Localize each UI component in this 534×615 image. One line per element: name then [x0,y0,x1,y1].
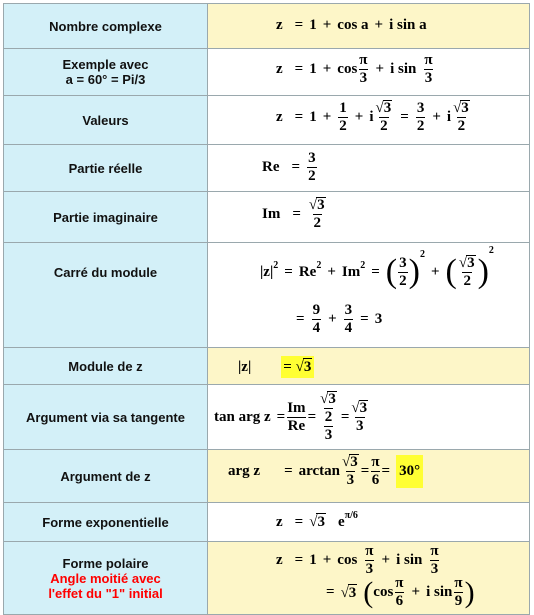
equals-sign: = [294,108,304,125]
plus-sign: + [322,108,332,125]
fraction: √ 3 2 [453,100,469,134]
plus-sign: + [327,263,336,280]
label-line: Exemple avec [62,57,149,72]
term: cos [337,61,358,77]
equals-sign: = [360,311,369,327]
row-label: Argument de z [4,450,208,503]
row-value [208,542,530,615]
equals-sign: = [294,17,304,33]
equals-sign: = [284,263,293,280]
row-carre-module [4,243,530,348]
plus-sign: + [322,17,332,33]
term: i [446,108,452,125]
term: Im [262,205,281,222]
var-z: z [276,552,283,568]
equals-sign: = [284,462,293,479]
row-label: Carré du module [4,243,208,348]
plus-sign: + [375,61,385,77]
equals-sign: = [294,61,304,77]
highlight-argument: 30° [396,455,423,488]
row-value [208,4,530,49]
term: 1 [309,108,317,125]
fraction: $\frac{\pi}{6}$ [371,453,380,488]
fraction: √ 3 2 3 [320,391,336,443]
paren: ) [464,575,475,609]
row-value [208,450,530,503]
equals-sign: = [291,159,301,175]
term: i sin [396,552,423,568]
row-value [208,145,530,192]
term: i sin a [389,17,427,33]
plus-sign: + [322,61,332,77]
term: Im [341,263,361,280]
row-value [208,96,530,145]
fraction: √ 3 3 [342,454,358,488]
var-z: z [276,108,283,125]
term: arctan [298,462,341,479]
equals-sign: = [326,584,335,600]
term: i [369,108,374,125]
equals-sign: = [371,263,380,280]
fraction: $\frac{\pi}{3}$ [359,52,368,86]
equals-sign: = [294,513,304,530]
sqrt: √ 3 [340,584,357,601]
row-label [4,49,208,96]
row-label: Forme exponentielle [4,503,208,542]
equals-sign: = [296,311,305,327]
paren: ) [408,253,420,290]
term: tan arg z [214,408,271,425]
fraction: $\frac{\pi}{9}$ [454,575,463,609]
row-value [208,192,530,243]
term: Re [262,159,280,175]
plus-sign: + [430,263,440,280]
row-value [208,385,530,450]
exponent: 2 [360,259,366,271]
fraction: √ 3 2 [308,197,325,231]
sqrt: √ 3 [309,514,325,530]
term: 1 [309,17,317,33]
row-label: Module de z [4,348,208,385]
term: 3 [374,311,383,327]
fraction: $\frac{1}{2}$ [339,99,347,134]
term: cos a [337,17,369,33]
paren: ( [363,575,374,609]
fraction: $\frac{3}{2}$ [399,254,407,289]
equals-sign: = [360,462,370,479]
exponent: 2 [488,244,494,256]
row-argument-tangente [4,385,530,450]
fraction: $\frac{\pi}{6}$ [395,575,404,609]
fraction: $\frac{\pi}{3}$ [424,52,433,86]
fraction: √ 3 3 [351,400,368,434]
plus-sign: + [411,584,421,600]
fraction: $\frac{3}{4}$ [344,302,353,336]
fraction: √ 3 2 [458,255,475,289]
row-exemple [4,49,530,96]
row-value [208,243,530,348]
fraction: $\frac{3}{2}$ [416,99,425,134]
fraction: $\frac{\pi}{3}$ [365,543,374,577]
equals-sign: = [340,408,350,425]
row-module [4,348,530,385]
paren: ) [477,253,489,290]
var-z: z [276,513,283,530]
term: Re [298,263,317,280]
label-line: Forme polaire [62,555,149,571]
row-argument [4,450,530,503]
term: i sin [426,584,453,600]
term: |z| [260,263,274,280]
label-line: a = 60° = Pi/3 [65,72,146,87]
equals-sign: = [276,408,286,425]
row-partie-imaginaire [4,192,530,243]
formula-table [3,3,530,615]
row-value [208,49,530,96]
row-forme-polaire [4,542,530,615]
exponent: 2 [273,259,279,271]
note-line: l'effet du "1" initial [48,585,163,601]
plus-sign: + [381,552,391,568]
term: 1 [309,552,317,568]
fraction: $\frac{9}{4}$ [312,302,321,336]
row-label: Valeurs [4,96,208,145]
row-value [208,503,530,542]
plus-sign: + [354,108,364,125]
equals-sign: = [400,108,409,125]
term: arg z [228,462,261,479]
plus-sign: + [328,311,337,327]
term: e [337,513,345,530]
row-label: Partie réelle [4,145,208,192]
equals-sign: = [307,408,317,425]
exponent: 2 [419,248,425,260]
fraction: $\frac{Im}{Re}$ [287,399,306,434]
equals-sign: = [292,205,301,222]
term: cos [373,584,394,600]
row-label: Partie imaginaire [4,192,208,243]
exponent: 2 [316,259,322,271]
row-partie-reelle [4,145,530,192]
highlight-module: = √ 3 [281,356,314,378]
equals-sign: = [381,462,391,479]
row-nombre-complexe [4,4,530,49]
term: cos [337,552,358,568]
fraction: $\frac{3}{2}$ [308,150,316,184]
row-label: Argument via sa tangente [4,385,208,450]
plus-sign: + [322,552,332,568]
note-line: Angle moitié avec [50,570,161,586]
row-valeurs [4,96,530,145]
term: |z| [238,358,252,375]
exponent: π/6 [344,509,358,521]
var-z: z [276,61,283,77]
row-value [208,348,530,385]
plus-sign: + [374,17,384,33]
equals-sign: = [294,552,304,568]
term: 1 [309,61,317,77]
row-label: Nombre complexe [4,4,208,49]
fraction: $\frac{\pi}{3}$ [430,543,439,577]
var-z: z [276,17,283,33]
row-label [4,542,208,615]
term: i sin [390,61,417,77]
row-forme-exponentielle [4,503,530,542]
paren: ( [385,253,398,290]
plus-sign: + [432,108,441,125]
paren: ( [445,253,457,290]
fraction: √ 3 2 [375,100,392,134]
